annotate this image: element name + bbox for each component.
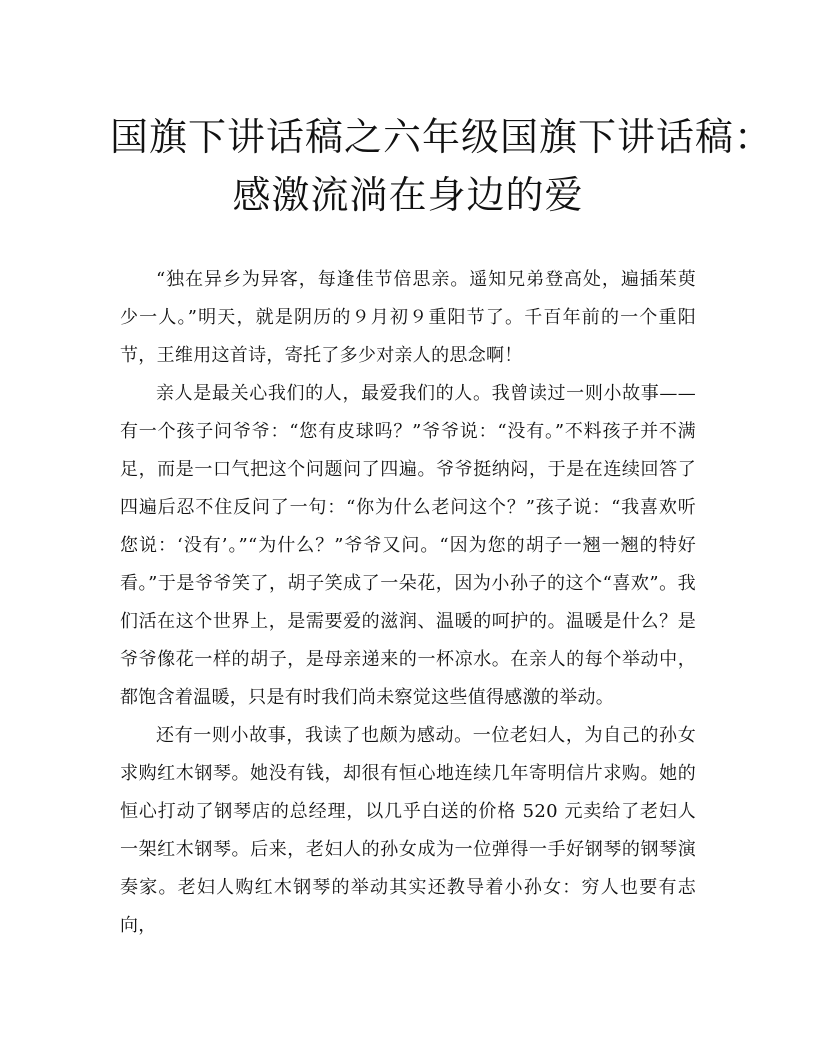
title-line-1: 国旗下讲话稿之六年级国旗下讲话稿： [110,115,774,159]
paragraph-2: 亲人是最关心我们的人，最爱我们的人。我曾读过一则小故事——有一个孩子问爷爷：“您有皮球吗？”爷爷说：“没有。”不料孩子并不满足，而是一口气把这个问题问了四遍。爷爷挺纳闷，于是在连续回答了四遍后忍不住反问了一句：“你为什么老问这个？”孩子说：“我喜欢听您说：‘没有’。”“为什么？”爷爷又问。“因为您的胡子一翘一翘的特好看。”于是爷爷笑了，胡子笑成了一朵花，因为小孙子的这个“喜欢”。我们活在这个世界上，是需要爱的滋润、温暖的呵护的。温暖是什么？是爷爷像花一样的胡子，是母亲递来的一杯凉水。在亲人的每个举动中，都饱含着温暖，只是有时我们尚未察觉这些值得感激的举动。 [120,383,696,708]
title-line-2: 感激流淌在身边的爱 [232,173,584,217]
paragraph-1: “独在异乡为异客，每逢佳节倍思亲。遥知兄弟登高处，遍插茱萸少一人。”明天，就是阴历的９月初９重阳节了。千百年前的一个重阳节，王维用这首诗，寄托了多少对亲人的思念啊！ [120,269,696,366]
document-title [110,108,774,224]
paragraph-3: 还有一则小故事，我读了也颇为感动。一位老妇人，为自己的孙女求购红木钢琴。她没有钱，却很有恒心地连续几年寄明信片求购。她的恒心打动了钢琴店的总经理，以几乎白送的价格 520 元卖给了老妇人一架红木钢琴。后来，老妇人的孙女成为一位弹得一手好钢琴的钢琴演奏家。老妇人购红木钢琴的举动其实还教导着小孙女：穷人也要有志向， [120,725,696,936]
document-body [120,261,696,945]
